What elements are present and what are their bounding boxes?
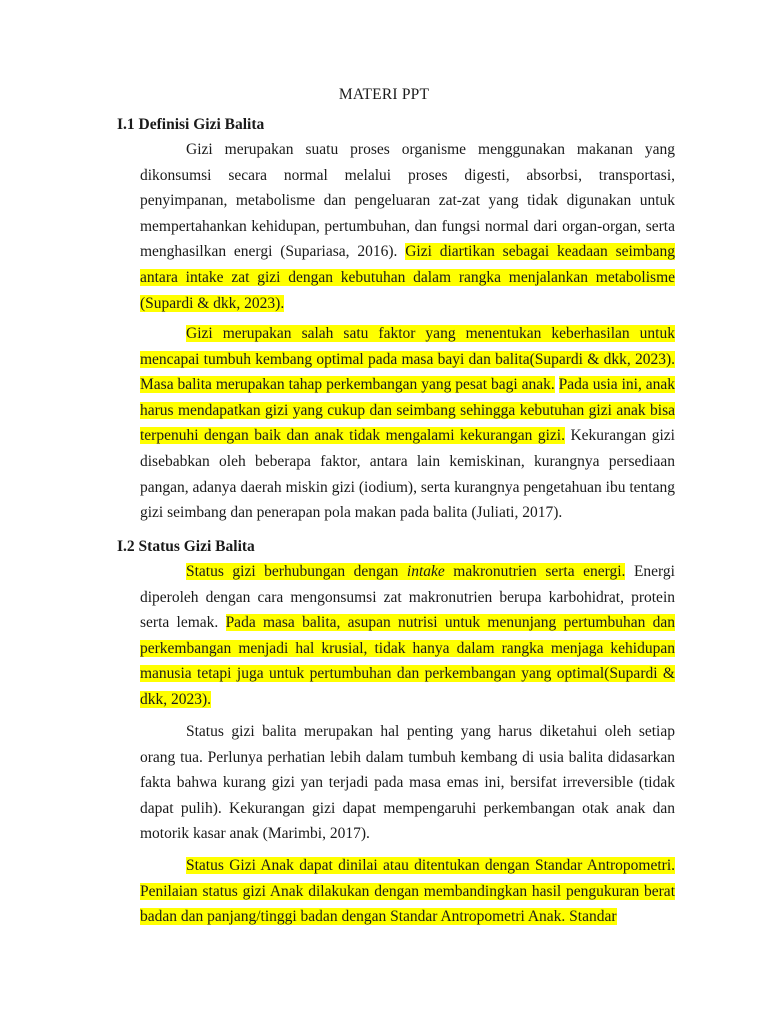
text-run: Energi diperoleh dengan cara mengonsumsi zat makronutrien berupa karbohidrat, protein serta lemak. xyxy=(140,563,675,632)
highlighted-text: Pada masa balita, asupan nutrisi untuk menunjang pertumbuhan dan perkembangan menjadi hal krusial, tidak hanya dalam rangka menjaga kehidupan manusia tetapi juga untuk pertumbuhan dan perkembangan yang optimal(Supardi & dkk, 2023). xyxy=(140,614,676,708)
highlighted-text: Gizi diartikan sebagai keadaan seimbang antara intake zat gizi dengan kebutuhan dalam rangka menjalankan metabolisme (Supardi & dkk, 2023). xyxy=(140,243,675,312)
text-run: Gizi merupakan suatu proses organisme menggunakan makanan yang dikonsumsi secara normal melalui proses digesti, absorbsi, transportasi, penyimpanan, metabolisme dan pengeluaran zat-zat yang tidak digunakan untuk mempertahankan kehidupan, pertumbuhan, dan fungsi normal dari organ-organ, serta menghasilkan energi (Supariasa, 2016). xyxy=(140,141,675,261)
paragraph-definisi-1 xyxy=(140,137,675,316)
highlighted-text: makronutrien serta energi. xyxy=(444,563,626,580)
highlighted-text: Pada usia ini, anak harus mendapatkan gizi yang cukup dan seimbang sehingga kebutuhan gizi anak bisa terpenuhi dengan baik dan anak tidak mengalami kekurangan gizi. xyxy=(140,376,675,445)
highlighted-text: Gizi merupakan salah satu faktor yang menentukan keberhasilan untuk mencapai tumbuh kembang optimal pada masa bayi dan balita(Supardi & dkk, 2023). Masa balita merupakan tahap perkembangan yang pesat bagi anak. xyxy=(140,325,675,394)
paragraph-status-2 xyxy=(140,719,675,847)
highlighted-italic-text: intake xyxy=(406,563,445,580)
section-heading-definisi: I.1 Definisi Gizi Balita xyxy=(117,116,265,133)
paragraph-status-3 xyxy=(140,853,675,930)
highlighted-text: Status gizi berhubungan dengan xyxy=(186,563,407,580)
highlighted-text: Status Gizi Anak dapat dinilai atau ditentukan dengan Standar Antropometri. Penilaian status gizi Anak dilakukan dengan membandingkan hasil pengukuran berat badan dan panjang/tinggi badan dengan Standar Antropometri Anak. Standar xyxy=(140,857,675,926)
text-run: Kekurangan gizi disebabkan oleh beberapa faktor, antara lain kemiskinan, kurangnya persediaan pangan, adanya daerah miskin gizi (iodium), serta kurangnya pengetahuan ibu tentang gizi seimbang dan penerapan pola makan pada balita (Juliati, 2017). xyxy=(140,427,675,522)
document-title: MATERI PPT xyxy=(338,86,430,103)
paragraph-status-1 xyxy=(140,559,675,713)
section-heading-status: I.2 Status Gizi Balita xyxy=(117,538,255,555)
text-run: Status gizi balita merupakan hal penting yang harus diketahui oleh setiap orang tua. Perlunya perhatian lebih dalam tumbuh kembang di usia balita didasarkan fakta bahwa kurang gizi yan terjadi pada masa emas ini, bersifat irreversible (tidak dapat pulih). Kekurangan gizi dapat mempengaruhi perkembangan otak anak dan motorik kasar anak (Marimbi, 2017). xyxy=(140,723,675,843)
paragraph-definisi-2 xyxy=(140,321,675,526)
